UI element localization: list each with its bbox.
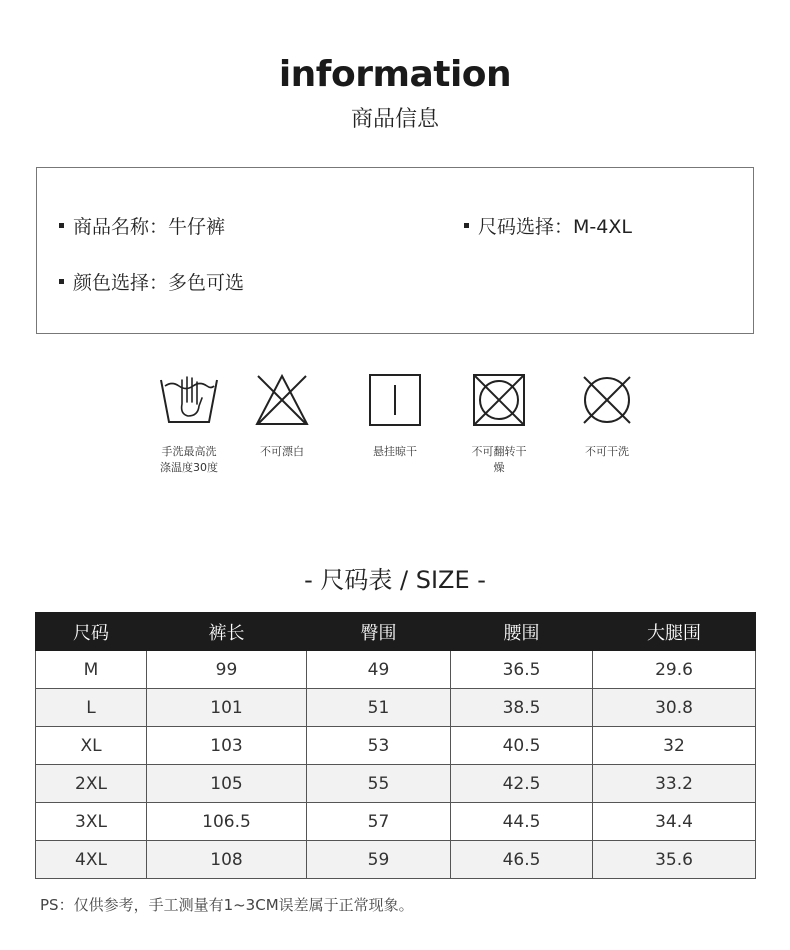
size-table (35, 612, 756, 879)
care-item-no-dry-clean (557, 372, 657, 460)
header-length: 裤长 (147, 613, 307, 651)
table-row (36, 803, 756, 841)
care-item-no-tumble-dry (449, 372, 549, 476)
care-item-hang-dry (345, 372, 445, 460)
table-cell: 103 (147, 727, 307, 765)
table-cell: 55 (307, 765, 451, 803)
table-cell: 59 (307, 841, 451, 879)
page-subtitle: 商品信息 (350, 107, 439, 132)
table-cell: 35.6 (593, 841, 756, 879)
table-cell: 30.8 (593, 689, 756, 727)
table-cell: 34.4 (593, 803, 756, 841)
info-color-options (59, 268, 244, 295)
table-cell: 106.5 (147, 803, 307, 841)
bullet-icon (59, 279, 64, 284)
table-row (36, 765, 756, 803)
table-cell: 38.5 (451, 689, 593, 727)
info-size-options-text: 尺码选择：M-4XL (478, 216, 632, 238)
care-item-no-bleach (232, 372, 332, 460)
table-row (36, 841, 756, 879)
table-cell: 3XL (36, 803, 147, 841)
table-row (36, 727, 756, 765)
care-label-no-bleach: 不可漂白 (260, 445, 304, 458)
table-cell: 32 (593, 727, 756, 765)
table-cell: 101 (147, 689, 307, 727)
care-label-hand-wash: 手洗最高洗涤温度30度 (160, 445, 218, 474)
table-cell: 36.5 (451, 651, 593, 689)
table-cell: 33.2 (593, 765, 756, 803)
size-chart-title: - 尺码表 / SIZE - (304, 566, 486, 594)
bullet-icon (59, 223, 64, 228)
table-cell: 105 (147, 765, 307, 803)
table-cell: 99 (147, 651, 307, 689)
header-hip: 臀围 (307, 613, 451, 651)
table-cell: 46.5 (451, 841, 593, 879)
table-cell: 40.5 (451, 727, 593, 765)
info-size-options (464, 212, 632, 239)
table-cell: 49 (307, 651, 451, 689)
care-label-hang-dry: 悬挂晾干 (373, 445, 417, 458)
no-dry-clean-icon (579, 372, 635, 428)
bullet-icon (464, 223, 469, 228)
header-size: 尺码 (36, 613, 147, 651)
care-item-hand-wash (139, 372, 239, 476)
table-cell: 4XL (36, 841, 147, 879)
hang-dry-icon (367, 372, 423, 428)
table-cell: 44.5 (451, 803, 593, 841)
table-row (36, 651, 756, 689)
table-row (36, 689, 756, 727)
hand-wash-icon (158, 372, 220, 428)
info-color-options-text: 颜色选择：多色可选 (73, 272, 245, 294)
info-product-name-text: 商品名称：牛仔裤 (73, 216, 226, 238)
table-cell: 51 (307, 689, 451, 727)
care-label-no-tumble-dry: 不可翻转干燥 (471, 445, 527, 474)
product-info-box (36, 167, 754, 334)
table-cell: 29.6 (593, 651, 756, 689)
measurement-note: PS：仅供参考，手工测量有1~3CM误差属于正常现象。 (40, 896, 414, 914)
header-thigh: 大腿围 (593, 613, 756, 651)
table-cell: 108 (147, 841, 307, 879)
table-cell: L (36, 689, 147, 727)
no-tumble-dry-icon (471, 372, 527, 428)
info-product-name (59, 212, 225, 239)
size-table-header (36, 613, 756, 651)
table-cell: 53 (307, 727, 451, 765)
table-cell: M (36, 651, 147, 689)
care-label-no-dry-clean: 不可干洗 (585, 445, 629, 458)
no-bleach-icon (254, 372, 310, 428)
table-cell: XL (36, 727, 147, 765)
table-cell: 57 (307, 803, 451, 841)
header-waist: 腰围 (451, 613, 593, 651)
table-cell: 2XL (36, 765, 147, 803)
table-cell: 42.5 (451, 765, 593, 803)
page-title: information (278, 54, 512, 95)
